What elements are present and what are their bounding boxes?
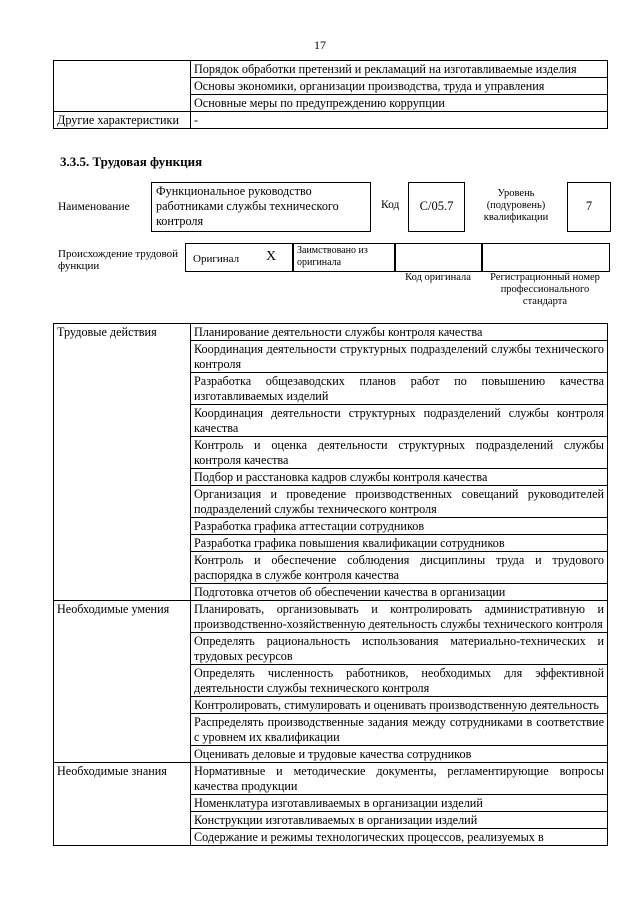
row-label: Необходимые умения — [54, 601, 191, 763]
row-item: - — [191, 112, 608, 129]
row-item: Определять рациональность использования материально-технических и трудовых ресурсов — [191, 633, 608, 665]
row-item: Контролировать, стимулировать и оценивать производственную деятельность — [191, 697, 608, 714]
code-original-caption: Код оригинала — [405, 272, 471, 283]
original-label: Оригинал — [193, 253, 240, 265]
name-value: Функциональное руководство работниками службы технического контроля — [156, 184, 339, 228]
code-value: C/05.7 — [419, 199, 454, 213]
original-cell — [185, 243, 294, 272]
row-item: Подбор и расстановка кадров службы контроля качества — [191, 469, 608, 486]
table-row — [54, 324, 608, 341]
reg-number-caption: Регистрационный номер профессионального стандарта — [490, 272, 600, 307]
row-item: Распределять производственные задания между сотрудниками в соответствие с уровнем их квалификации — [191, 714, 608, 746]
row-item: Определять численность работников, необходимых для эффективной деятельности службы технического контроля — [191, 665, 608, 697]
row-label: Другие характеристики — [54, 112, 191, 129]
code-label: Код — [381, 199, 400, 211]
code-box — [408, 182, 465, 232]
table-row — [54, 112, 608, 129]
row-item: Разработка графика повышения квалификации сотрудников — [191, 535, 608, 552]
row-item: Основы экономики, организации производства, труда и управления — [191, 78, 608, 95]
row-item: Разработка графика аттестации сотрудников — [191, 518, 608, 535]
original-mark: X — [266, 249, 277, 264]
code-original-cell — [394, 243, 483, 272]
level-box — [567, 182, 611, 232]
row-item: Контроль и обеспечение соблюдения дисциплины труда и трудового распорядка в службе контроля качества — [191, 552, 608, 584]
level-label: Уровень (подуровень) квалификации — [483, 188, 549, 223]
section-heading: 3.3.5. Трудовая функция — [60, 154, 203, 169]
row-item: Координация деятельности структурных подразделений службы технического контроля — [191, 341, 608, 373]
borrowed-label: Заимствовано из оригинала — [297, 245, 368, 268]
row-item: Контроль и оценка деятельности структурных подразделений службы контроля качества — [191, 437, 608, 469]
row-item: Разработка общезаводских планов работ по повышению качества изготавливаемых изделий — [191, 373, 608, 405]
row-label: Трудовые действия — [54, 324, 191, 601]
table-row — [54, 601, 608, 633]
table-row — [54, 61, 608, 78]
top-table — [53, 60, 608, 129]
name-label: Наименование — [58, 201, 130, 213]
name-box — [151, 182, 371, 232]
table-row — [54, 763, 608, 795]
row-item: Оценивать деловые и трудовые качества сотрудников — [191, 746, 608, 763]
origin-label: Происхождение трудовой функции — [58, 248, 179, 272]
row-item: Нормативные и методические документы, регламентирующие вопросы качества продукции — [191, 763, 608, 795]
row-label: Необходимые знания — [54, 763, 191, 846]
row-item: Содержание и режимы технологических процессов, реализуемых в — [191, 829, 608, 846]
main-table — [53, 323, 608, 846]
row-item: Координация деятельности структурных подразделений службы контроля качества — [191, 405, 608, 437]
row-item: Планировать, организовывать и контролировать административную и производственно-хозяйственную деятельность службы технического контроля — [191, 601, 608, 633]
page-number: 17 — [314, 38, 326, 52]
row-item: Организация и проведение производственных совещаний руководителей подразделений службы технического контроля — [191, 486, 608, 518]
row-item: Подготовка отчетов об обеспечении качества в организации — [191, 584, 608, 601]
reg-number-cell — [481, 243, 610, 272]
row-item: Номенклатура изготавливаемых в организации изделий — [191, 795, 608, 812]
row-label — [54, 61, 191, 112]
row-item: Порядок обработки претензий и рекламаций на изготавливаемые изделия — [191, 61, 608, 78]
level-value: 7 — [585, 199, 593, 213]
row-item: Планирование деятельности службы контроля качества — [191, 324, 608, 341]
borrowed-cell — [292, 243, 396, 272]
row-item: Конструкции изготавливаемых в организации изделий — [191, 812, 608, 829]
row-item: Основные меры по предупреждению коррупции — [191, 95, 608, 112]
